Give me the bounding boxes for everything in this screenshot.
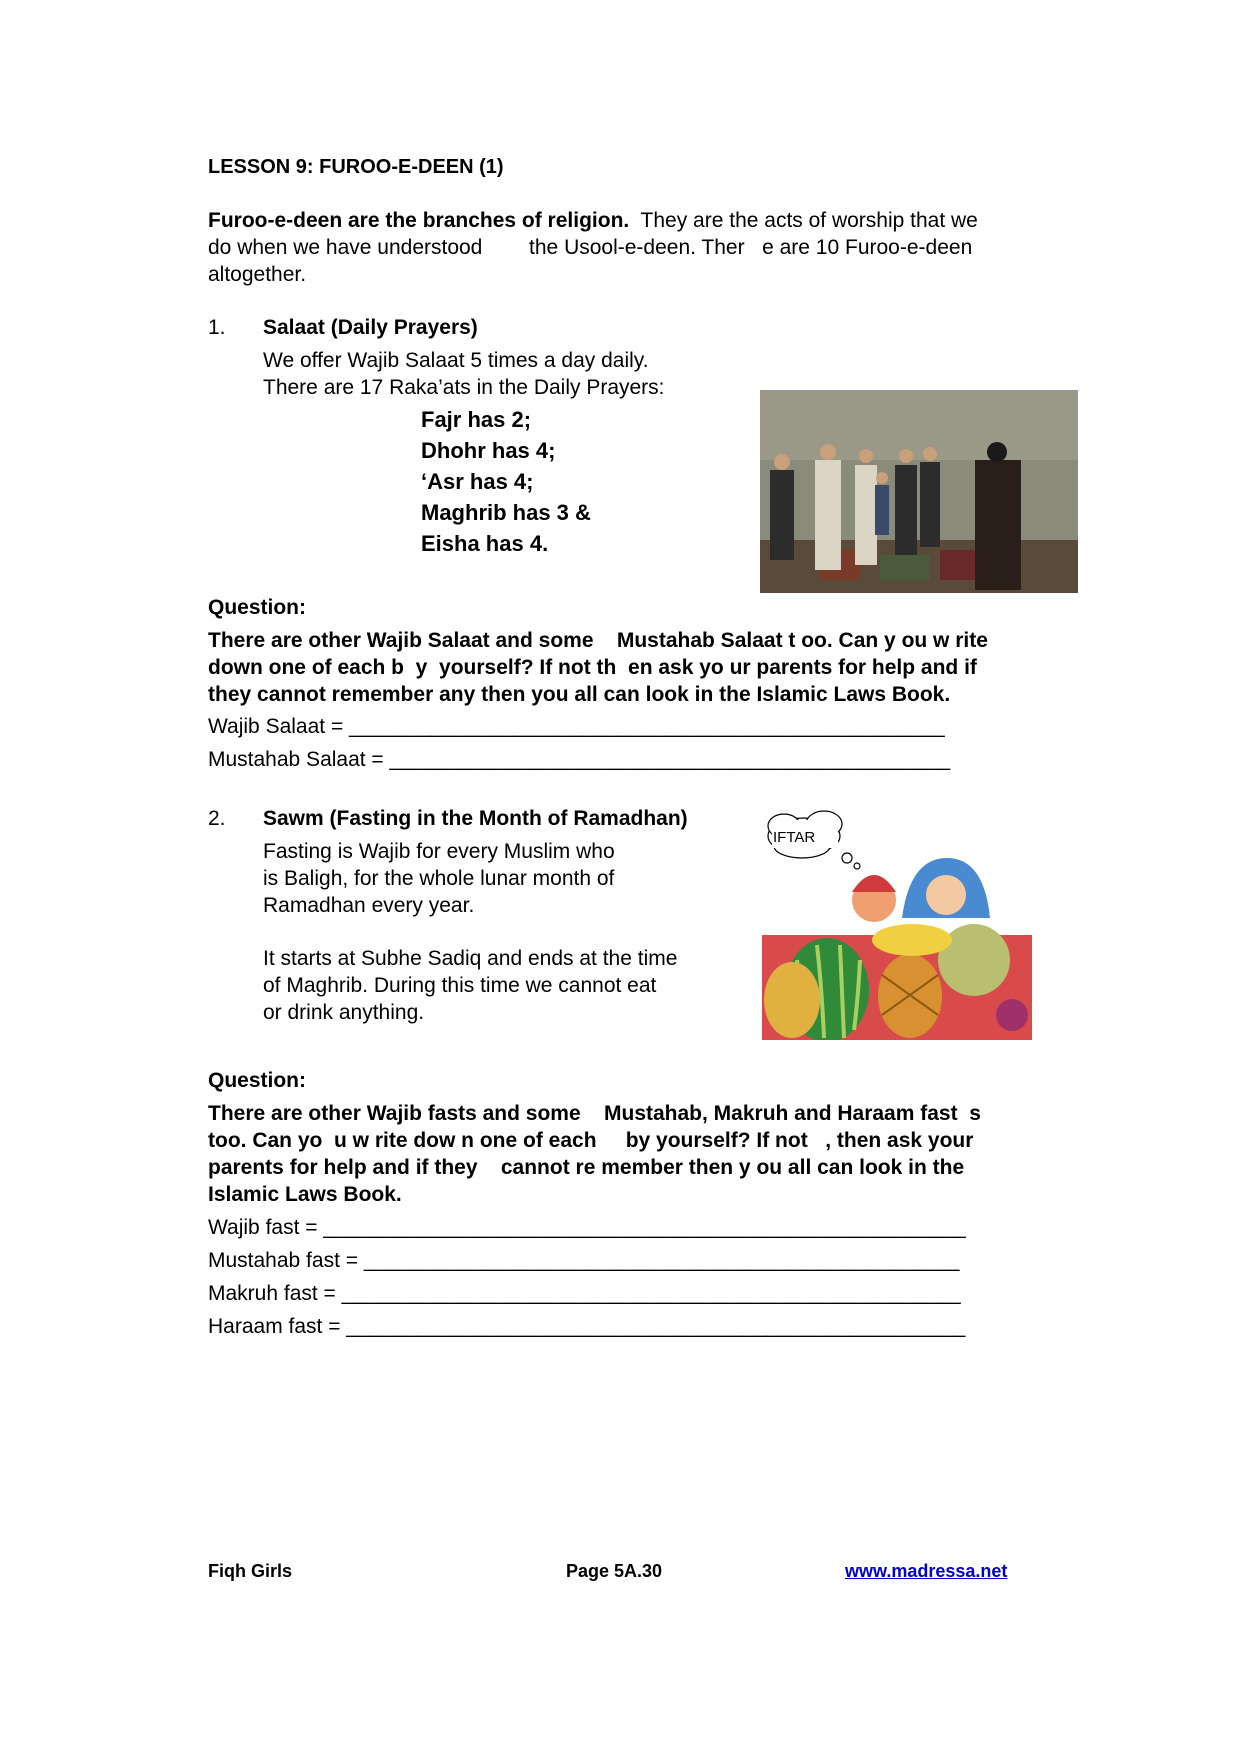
section-2-heading: Sawm (Fasting in the Month of Ramadhan) <box>263 807 688 830</box>
section-2-para-1-line: Ramadhan every year. <box>263 894 475 917</box>
question-2-line: Islamic Laws Book. <box>208 1183 402 1206</box>
congregational-prayer-photo <box>760 390 1078 593</box>
wajib-salaat-answer[interactable]: Wajib Salaat = ___________________________________________________ <box>208 715 945 738</box>
intro-line-1 <box>208 207 1088 234</box>
lesson-title: LESSON 9: FUROO-E-DEEN (1) <box>208 156 504 178</box>
makruh-fast-answer[interactable]: Makruh fast = _____________________________________________________ <box>208 1282 961 1305</box>
question-1-label: Question: <box>208 596 306 619</box>
question-1-line: they cannot remember any then you all can look in the Islamic Laws Book. <box>208 683 951 706</box>
intro-bold: Furoo-e-deen are the branches of religion. <box>208 209 630 232</box>
mustahab-salaat-answer[interactable]: Mustahab Salaat = ________________________________________________ <box>208 748 951 771</box>
section-2-para-1-line: is Baligh, for the whole lunar month of <box>263 867 615 890</box>
section-2-number: 2. <box>208 807 226 830</box>
mustahab-fast-answer[interactable]: Mustahab fast = ___________________________________________________ <box>208 1249 960 1272</box>
intro-line-1-rest: They are the acts of worship that we <box>640 209 978 232</box>
intro-line-2: do when we have understood the Usool-e-deen. Ther e are 10 Furoo-e-deen <box>208 236 973 259</box>
question-2-line: too. Can yo u w rite dow n one of each by yourself? If not , then ask your <box>208 1129 974 1152</box>
question-1-line: There are other Wajib Salaat and some Mustahab Salaat t oo. Can y ou w rite <box>208 629 988 652</box>
prayer-asr: ‘Asr has 4; <box>421 469 534 494</box>
haraam-fast-answer[interactable]: Haraam fast = _____________________________________________________ <box>208 1315 966 1338</box>
wajib-fast-answer[interactable]: Wajib fast = _______________________________________________________ <box>208 1216 966 1239</box>
question-2-line: parents for help and if they cannot re member then y ou all can look in the <box>208 1156 965 1179</box>
section-1-heading: Salaat (Daily Prayers) <box>263 316 478 339</box>
prayer-eisha: Eisha has 4. <box>421 531 549 556</box>
section-1-line-1: We offer Wajib Salaat 5 times a day daily. <box>263 349 649 372</box>
section-2-para-2-line: It starts at Subhe Sadiq and ends at the time <box>263 947 678 970</box>
prayer-maghrib: Maghrib has 3 & <box>421 500 591 525</box>
question-1-line: down one of each b y yourself? If not th en ask yo ur parents for help and if <box>208 656 977 679</box>
section-2-para-2-line: or drink anything. <box>263 1001 425 1024</box>
section-2-para-1-line: Fasting is Wajib for every Muslim who <box>263 840 615 863</box>
section-2-para-2-line: of Maghrib. During this time we cannot eat <box>263 974 657 997</box>
footer-page-number: Page 5A.30 <box>566 1561 663 1581</box>
question-2-line: There are other Wajib fasts and some Mustahab, Makruh and Haraam fast s <box>208 1102 981 1125</box>
footer-website-link[interactable]: www.madressa.net <box>845 1561 1008 1581</box>
prayer-fajr: Fajr has 2; <box>421 407 532 432</box>
footer-left: Fiqh Girls <box>208 1561 293 1581</box>
section-1-number: 1. <box>208 316 226 339</box>
question-2-label: Question: <box>208 1069 306 1092</box>
iftar-bubble-text: IFTAR <box>773 829 816 846</box>
section-1-line-2: There are 17 Raka’ats in the Daily Prayers: <box>263 376 665 399</box>
intro-line-3: altogether. <box>208 263 307 286</box>
prayer-dhohr: Dhohr has 4; <box>421 438 556 463</box>
